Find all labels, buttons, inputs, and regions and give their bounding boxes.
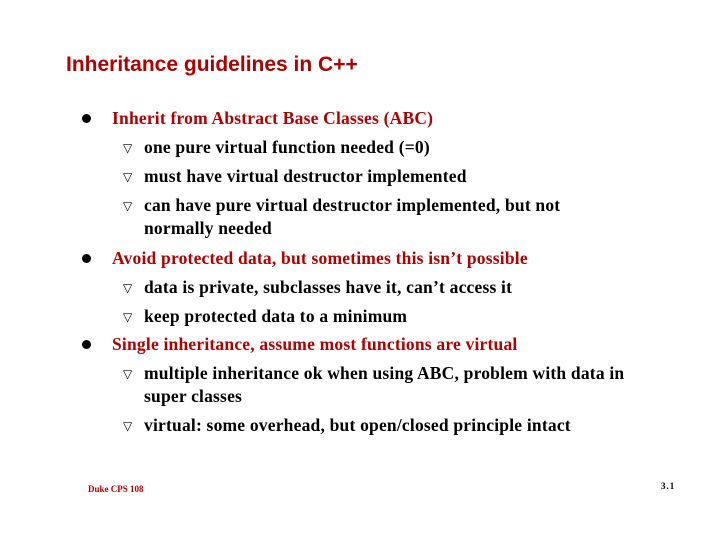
- footer-course: Duke CPS 108: [88, 484, 144, 494]
- sub-bullet-item-continued: normally needed: [144, 218, 272, 238]
- bullet-item: Single inheritance, assume most functions are virtual: [112, 334, 518, 354]
- bullet-dot-icon: [82, 340, 91, 349]
- sub-bullet-triangle-icon: ▽: [123, 367, 133, 381]
- sub-bullet-item: multiple inheritance ok when using ABC, problem with data in: [144, 363, 625, 383]
- slide-title: Inheritance guidelines in C++: [66, 53, 358, 76]
- footer-page-number: 3.1: [661, 481, 676, 491]
- sub-bullet-triangle-icon: ▽: [123, 281, 133, 295]
- sub-bullet-triangle-icon: ▽: [123, 419, 133, 433]
- sub-bullet-item: can have pure virtual destructor implemented, but not: [144, 195, 561, 215]
- sub-bullet-item: data is private, subclasses have it, can’t access it: [144, 277, 513, 297]
- sub-bullet-item: keep protected data to a minimum: [144, 306, 408, 326]
- bullet-item: Inherit from Abstract Base Classes (ABC): [112, 108, 434, 128]
- sub-bullet-triangle-icon: ▽: [123, 310, 133, 324]
- bullet-dot-icon: [82, 254, 91, 263]
- sub-bullet-item: must have virtual destructor implemented: [144, 166, 467, 186]
- sub-bullet-item: one pure virtual function needed (=0): [144, 137, 430, 157]
- sub-bullet-triangle-icon: ▽: [123, 199, 133, 213]
- bullet-item: Avoid protected data, but sometimes this isn’t possible: [112, 248, 528, 268]
- sub-bullet-item: virtual: some overhead, but open/closed principle intact: [144, 415, 571, 435]
- sub-bullet-item-continued: super classes: [144, 386, 243, 406]
- sub-bullet-triangle-icon: ▽: [123, 141, 133, 155]
- bullet-dot-icon: [82, 114, 91, 123]
- sub-bullet-triangle-icon: ▽: [123, 170, 133, 184]
